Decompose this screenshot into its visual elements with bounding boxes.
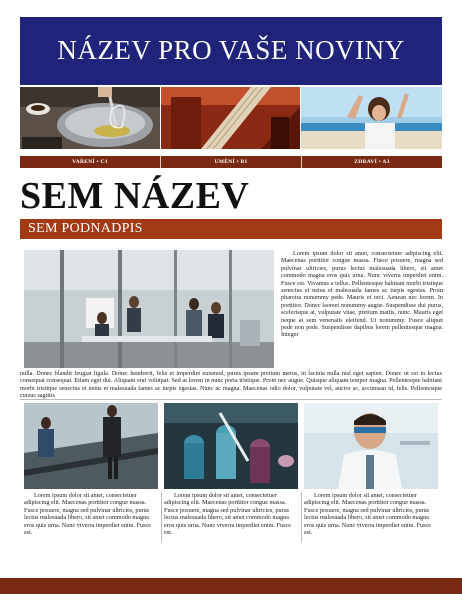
section-link-health[interactable]: ZDRAVÍ • A3: [354, 159, 390, 165]
bottom-column-1: Lorem ipsum dolor sit amet, consectetuer adipiscing elit. Maecenas porttitor congue massa. Fusce posuere, magna sed pulvinar ultricies, purus lectus malesuada libero, sit amet commodo magna eros quis urna. Nunc viverra imperdiet enim. Fusce est.: [24, 492, 151, 537]
column-divider: [301, 492, 302, 542]
art-photo: [161, 87, 300, 149]
article-right-column: Lorem ipsum dolor sit amet, consectetuer adipiscing elit. Maecenas porttitor congue massa. Fusce posuere, magna sed pulvinar ultricies, purus lectus malesuada libero, sit amet commodo magna eros quis urna. Nunc viverra imperdiet enim. Fusce est. Vivamus a tellus. Pellentesque habitant morbi tristique senectus et netus et malesuada fames ac turpis egestas. Proin pharetra nonummy pede. Mauris et orci. Aenean nec lorem. In porttitor. Donec laoreet nonummy augue. Suspendisse dui purus, scelerisque at, vulputate vitae, pretium mattis, nunc. Mauris eget neque at sem venenatis eleifend. Ut nonummy. Fusce aliquet pede non pede. Suspendisse dapibus lorem pellentesque magna. Integer: [281, 250, 443, 339]
section-link-cooking[interactable]: VAŘENÍ • C1: [20, 156, 161, 168]
page-number: 1: [436, 585, 439, 591]
lab-vials-photo: [164, 403, 298, 489]
column-divider: [161, 492, 162, 542]
health-photo: [301, 87, 442, 149]
bottom-column-2: Lorem ipsum dolor sit amet, consectetuer adipiscing elit. Maecenas porttitor congue massa. Fusce posuere, magna sed pulvinar ultricies, purus lectus malesuada libero, sit amet commodo magna eros quis urna. Nunc viverra imperdiet enim. Fusce est.: [164, 492, 291, 537]
masthead-title: NÁZEV PRO VAŠE NOVINY: [57, 35, 405, 65]
subheadline: SEM PODNADPIS: [28, 221, 143, 236]
airport-photo: [24, 403, 158, 489]
divider: [20, 399, 442, 400]
subheadline-bar: [20, 219, 442, 239]
scientist-photo: [304, 403, 438, 489]
masthead: [20, 17, 442, 85]
article-full-width-text: nulla. Donec blandit feugiat ligula. Donec hendrerit, felis et imperdiet euismod, purus ipsum pretium metus, in lacinia nulla nisl eget sapien. Donec ut est in lectus consequat consequat. Etiam eget dui. Aliquam erat volutpat. Sed at lorem in nunc porta tristique. Proin nec augue. Quisque aliquam tempor magna. Pellentesque habitant morbi tristique senectus et netus et malesuada fames ac turpis egestas. Nunc ac magna. Maecenas odio dolor, vulputate vel, auctor ac, accumsan id, felis. Pellentesque cursus sagittis: [20, 370, 442, 400]
cooking-photo: [20, 87, 160, 149]
footer-bar: [0, 578, 462, 594]
bottom-column-3: Lorem ipsum dolor sit amet, consectetuer adipiscing elit. Maecenas porttitor congue massa. Fusce posuere, magna sed pulvinar ultricies, purus lectus malesuada libero, sit amet commodo magna eros quis urna. Nunc viverra imperdiet enim. Fusce est.: [304, 492, 431, 537]
section-bar: [20, 156, 442, 168]
office-meeting-photo: [24, 250, 274, 368]
section-link-art[interactable]: UMĚNÍ • B1: [161, 156, 302, 168]
headline: SEM NÁZEV: [20, 175, 250, 217]
